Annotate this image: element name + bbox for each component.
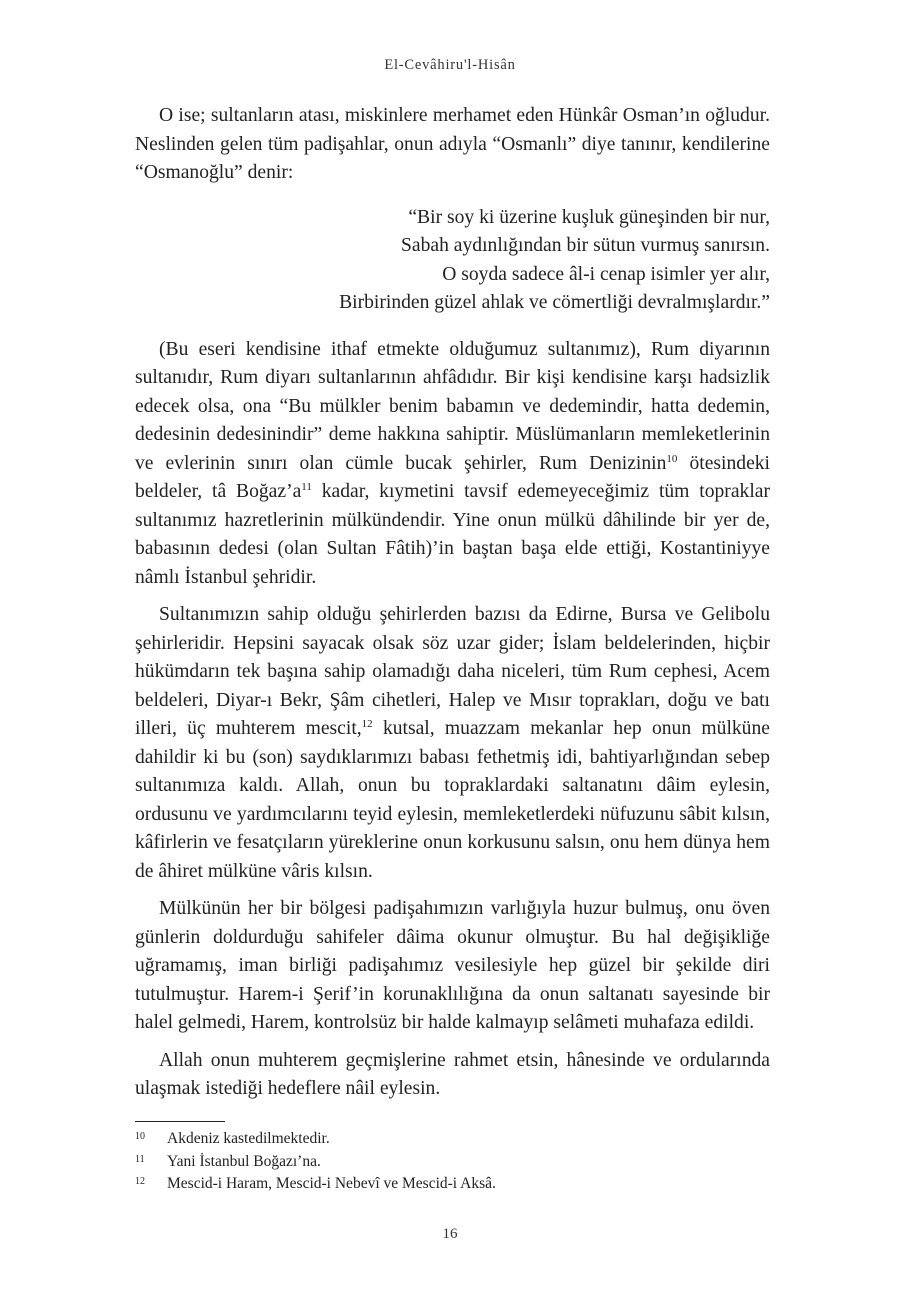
main-text: [135, 102, 770, 1113]
footnote-ref-11[interactable]: 11: [301, 481, 312, 493]
paragraph-2-part: ötesindeki beldeler, tâ Boğaz’a: [135, 452, 771, 502]
footnotes: [135, 1128, 770, 1196]
footnote-ref-12[interactable]: 12: [361, 718, 373, 730]
poem-line: Sabah aydınlığından bir sütun vurmuş sanırsın.: [401, 235, 770, 256]
footnote-number: 11: [135, 1153, 145, 1165]
poem-line: “Bir soy ki üzerine kuşluk güneşinden bir nur,: [408, 206, 770, 228]
footnote-text: Akdeniz kastedilmektedir.: [167, 1130, 330, 1147]
footnote-ref-10[interactable]: 10: [666, 452, 678, 465]
footnote-item: [135, 1128, 770, 1151]
paragraph-3-part: kutsal, muazzam mekanlar hep onun mülküne dahildir ki bu (son) saydıklarımızı babası fethetmiş idi, bahtiyarlığından sebep sultanımıza kaldı. Allah, onun bu topraklardaki saltanatını dâim eylesin, ordusunu ve yardımcılarını teyid eylesin, memleketlerdeki nüfuzunu sâbit kılsın, kâfirlerin ve fesatçıların yüreklerine onun korkusunu salsın, onu hem dünya hem de âhiret mülküne vâris kılsın.: [135, 718, 770, 882]
paragraph-2: [135, 336, 770, 593]
running-header: El-Cevâhiru'l-Hisân: [384, 57, 516, 73]
poem-block: [135, 204, 770, 318]
poem-line: Birbirinden güzel ahlak ve cömertliği devralmışlardır.”: [339, 292, 770, 313]
paragraph-5: Allah onun muhterem geçmişlerine rahmet etsin, hânesinde ve ordularında ulaşmak istediği hedeflere nâil eylesin.: [135, 1049, 770, 1099]
paragraph-2-part: kadar, kıymetini tavsif edemeyeceğimiz tüm topraklar sultanımız hazretlerinin mülkündendir. Yine onun mülkü dâhilinde bir yer de, babasının dedesi (olan Sultan Fâtih)’in baştan başa elde ettiği, Kostantiniyye nâmlı İstanbul şehridir.: [135, 481, 770, 588]
paragraph-4: Mülkünün her bir bölgesi padişahımızın varlığıyla huzur bulmuş, onu öven günlerin doldurduğu sahifeler dâima okunur olmuştur. Bu hal değişikliğe uğramamış, iman birliği padişahımız vesilesiyle hep güzel bir şekilde diri tutulmuştur. Harem-i Şerif’in korunaklılığına da onun saltanatı sayesinde bir halel gelmedi, Harem, kontrolsüz bir halde kalmayıp selâmeti muhafaza edildi.: [135, 898, 770, 1033]
footnote-number: 10: [135, 1131, 145, 1142]
paragraph-3-part: Sultanımızın sahip olduğu şehirlerden bazısı da Edirne, Bursa ve Gelibolu şehirleridir. Hepsini sayacak olsak söz uzar gider; İslam beldelerinden, hiçbir hükümdarın tek başına sahip olamadığı daha niceleri, tüm Rum cephesi, Acem beldeleri, Diyar-ı Bekr, Şâm cihetleri, Halep ve Mısır toprakları, doğu ve batı illeri, üç muhterem mescit,: [135, 604, 770, 739]
footnote-item: [135, 1151, 770, 1174]
paragraph-1: O ise; sultanların atası, miskinlere merhamet eden Hünkâr Osman’ın oğludur. Neslinden gelen tüm padişahlar, onun adıyla “Osmanlı” diye tanınır, kendilerine “Osmanoğlu” denir:: [135, 105, 770, 183]
page-number: 16: [442, 1226, 458, 1242]
paragraph-2-part: (Bu eseri kendisine ithaf etmekte olduğumuz sultanımız), Rum diyarının sultanıdır, Rum diyarı sultanlarının ahfâdıdır. Bir kişi kendisine karşı hadsizlik edecek olsa, ona “Bu mülkler benim babamın ve dedemindir, hatta dedemin, dedesinin dedesinindir” deme hakkına sahiptir. Müslümanların memleketlerinin ve evlerinin sınırı olan cümle bucak şehirler, Rum Denizinin: [135, 338, 770, 474]
footnote-item: [135, 1173, 770, 1196]
footnote-number: 12: [135, 1176, 145, 1187]
paragraph-3: [135, 601, 770, 886]
poem-line: O soyda sadece âl-i cenap isimler yer alır,: [442, 263, 770, 285]
footnote-separator: [135, 1121, 225, 1122]
footnote-text: Yani İstanbul Boğazı’na.: [167, 1152, 321, 1170]
footnote-text: Mescid-i Haram, Mescid-i Nebevî ve Mescid-i Aksâ.: [167, 1175, 496, 1192]
